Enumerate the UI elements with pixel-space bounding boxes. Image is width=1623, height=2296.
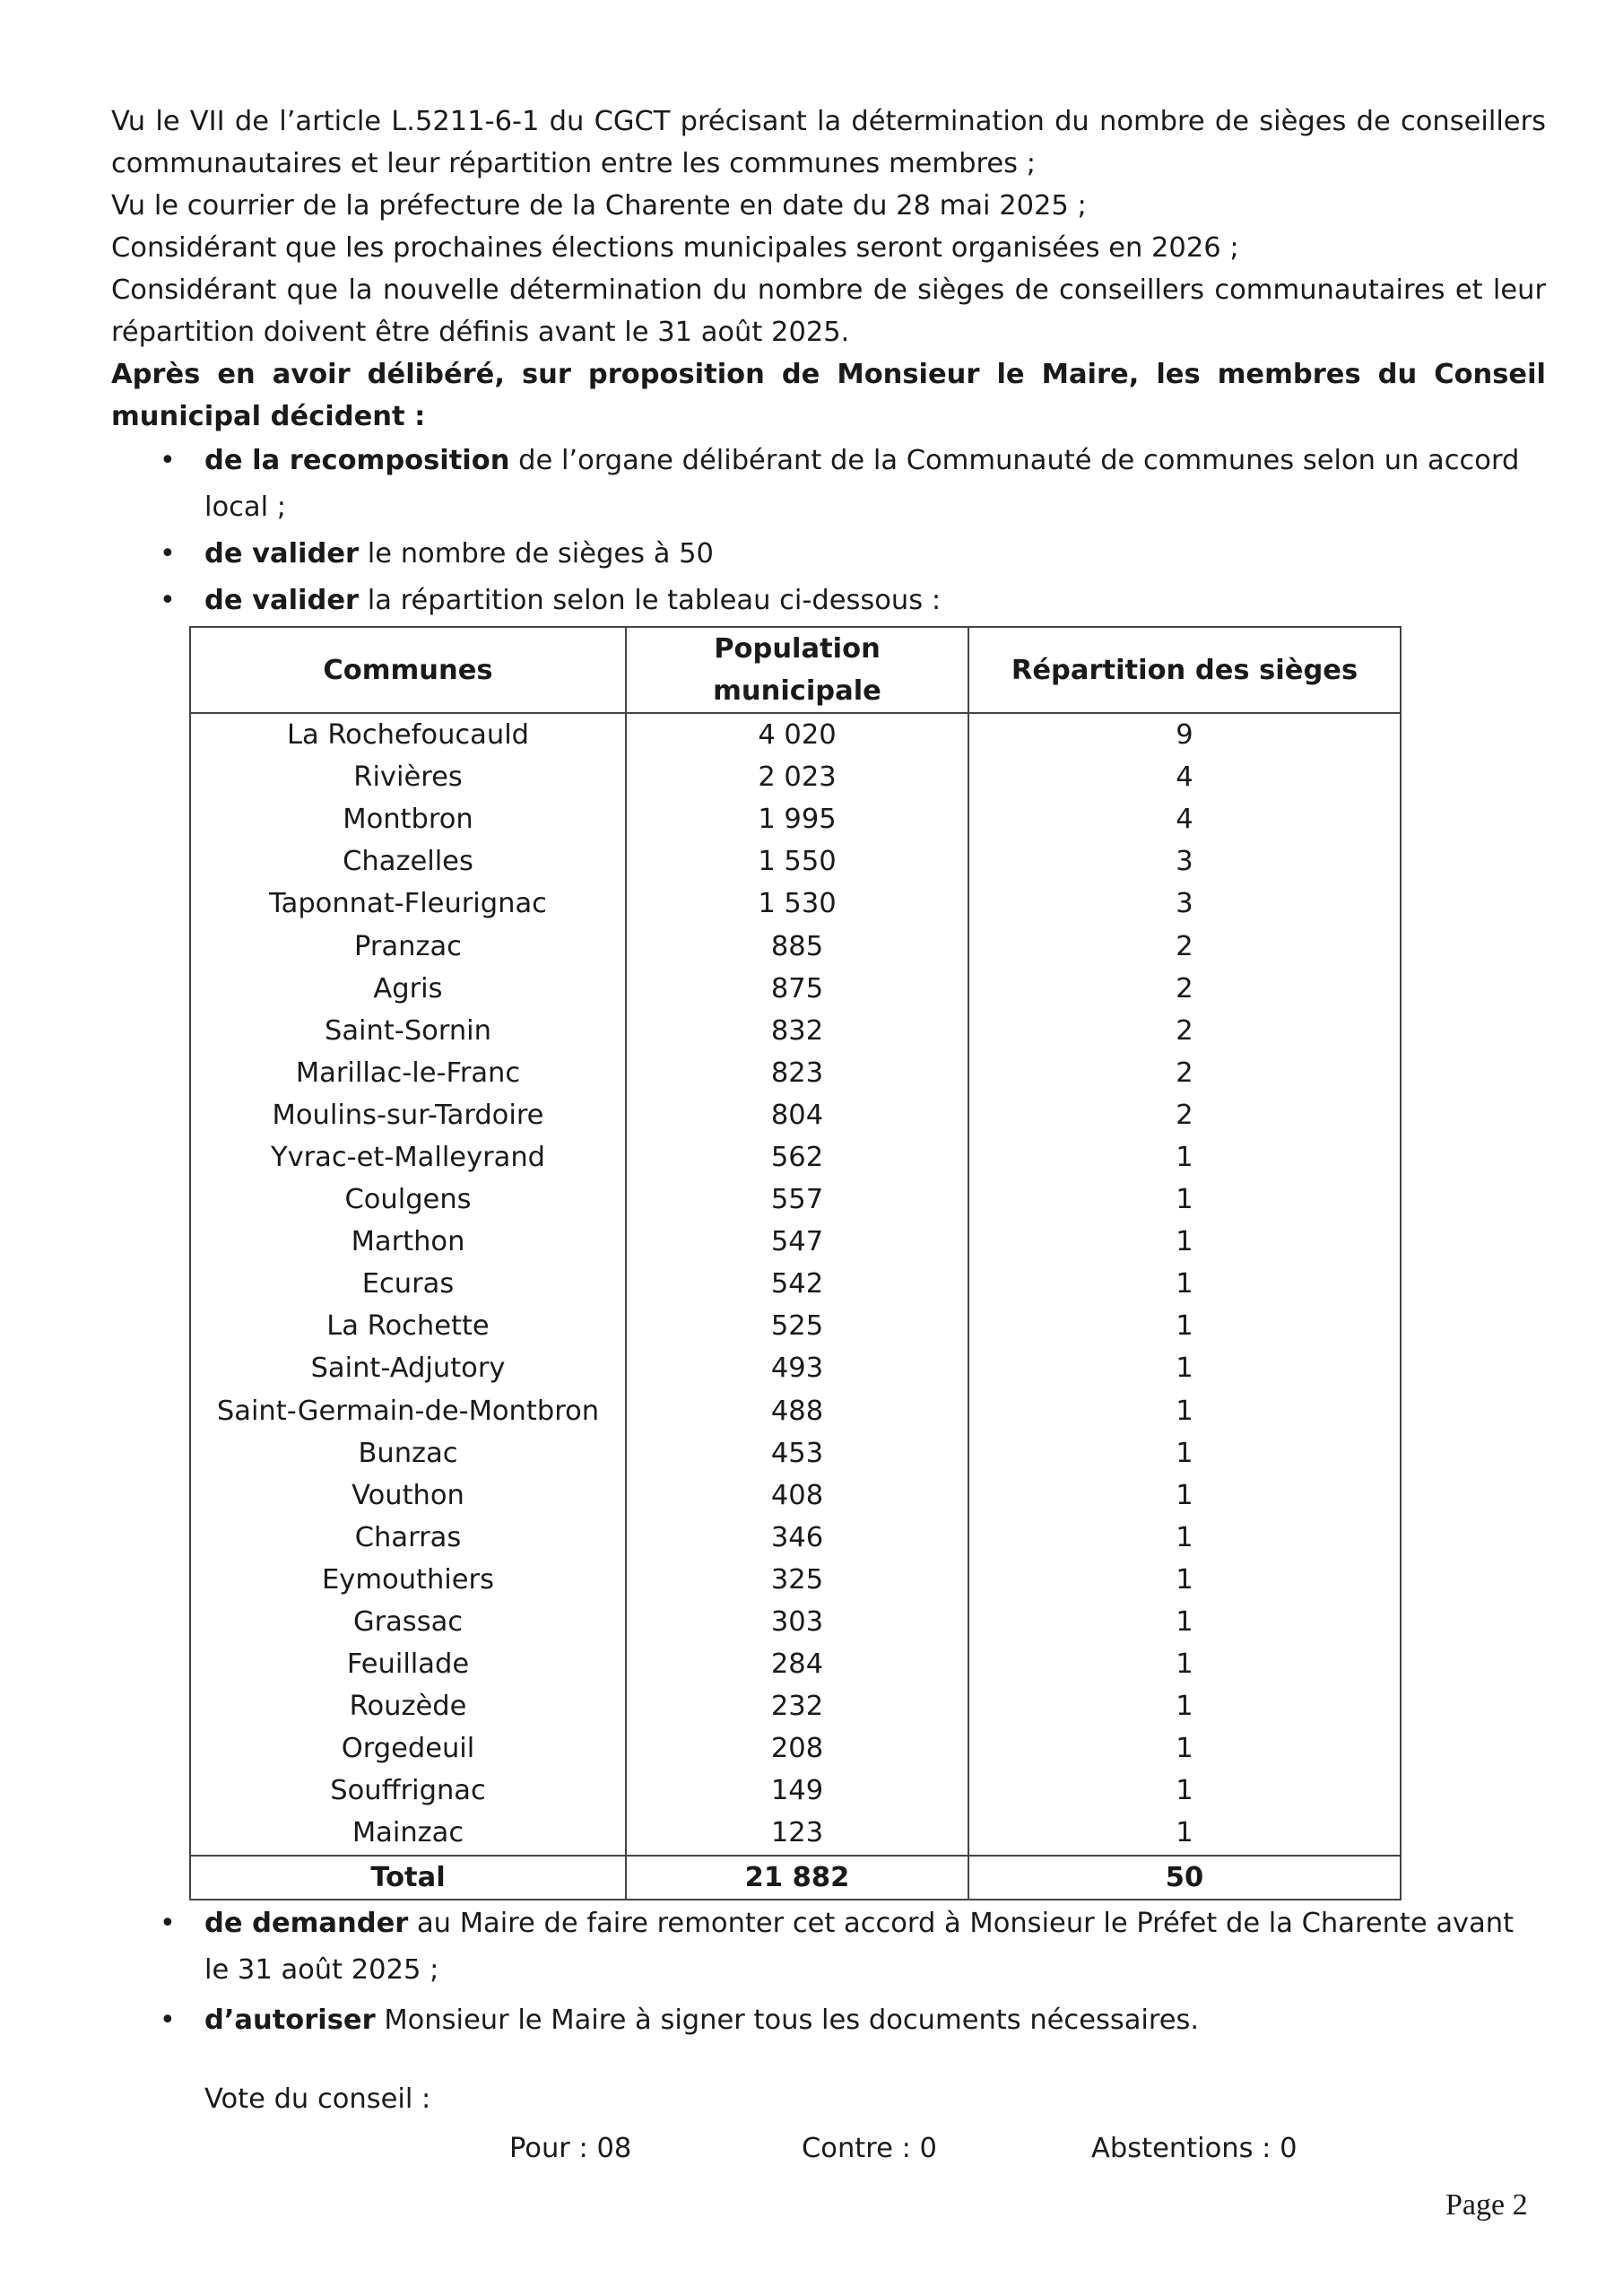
bullet-icon: • [160, 1907, 176, 1939]
commune-name: Montbron [190, 798, 626, 840]
seats-value: 2 [968, 968, 1401, 1010]
table-header-row [190, 627, 1401, 713]
commune-name: La Rochette [190, 1305, 626, 1347]
seats-value: 1 [968, 1432, 1401, 1474]
commune-name: Chazelles [190, 840, 626, 883]
table-row [190, 713, 1401, 756]
seats-value: 1 [968, 1559, 1401, 1601]
list-item [111, 531, 1546, 578]
commune-name: Saint-Adjutory [190, 1347, 626, 1389]
table-row [190, 1052, 1401, 1094]
column-header: Communes [190, 627, 626, 713]
seats-value: 1 [968, 1812, 1401, 1855]
population-value: 408 [626, 1474, 968, 1517]
decision-list-continued [111, 1900, 1546, 2044]
bullet-icon: • [160, 585, 176, 616]
commune-name: Pranzac [190, 925, 626, 967]
list-item-lead: de demander [204, 1907, 409, 1939]
list-item-lead: d’autoriser [204, 2004, 376, 2036]
vote-results [111, 2127, 1546, 2170]
commune-name: Rivières [190, 756, 626, 798]
seats-value: 1 [968, 1643, 1401, 1685]
commune-name: La Rochefoucauld [190, 713, 626, 756]
bullet-icon: • [160, 2004, 176, 2036]
seats-value: 1 [968, 1601, 1401, 1643]
seats-value: 4 [968, 798, 1401, 840]
list-item-lead: de valider [204, 585, 360, 616]
total-population: 21 882 [626, 1856, 968, 1900]
commune-name: Charras [190, 1517, 626, 1559]
seats-value: 1 [968, 1263, 1401, 1305]
commune-name: Moulins-sur-Tardoire [190, 1094, 626, 1136]
seats-value: 1 [968, 1305, 1401, 1347]
table-row [190, 1643, 1401, 1685]
commune-name: Feuillade [190, 1643, 626, 1685]
table-body [190, 713, 1401, 1856]
decision-statement: Après en avoir délibéré, sur proposition de Monsieur le Maire, les membres du Conseil municipal décident : [111, 359, 1546, 432]
table-row [190, 1517, 1401, 1559]
table-row [190, 1432, 1401, 1474]
seats-value: 2 [968, 1052, 1401, 1094]
seats-value: 3 [968, 840, 1401, 883]
list-item-text: Monsieur le Maire à signer tous les documents nécessaires. [375, 2004, 1200, 2036]
vote-abstentions: Abstentions : 0 [1091, 2132, 1298, 2164]
table-row [190, 1390, 1401, 1432]
table-total-row [190, 1856, 1401, 1900]
population-value: 823 [626, 1052, 968, 1094]
commune-name: Bunzac [190, 1432, 626, 1474]
population-value: 547 [626, 1221, 968, 1263]
seats-value: 1 [968, 1178, 1401, 1221]
seats-value: 4 [968, 756, 1401, 798]
vote-for: Pour : 08 [509, 2132, 632, 2164]
table-row [190, 1178, 1401, 1221]
seats-value: 2 [968, 1010, 1401, 1052]
table-row [190, 1010, 1401, 1052]
table-row [190, 1263, 1401, 1305]
seats-value: 1 [968, 1136, 1401, 1178]
list-item-text: le nombre de sièges à 50 [359, 538, 714, 570]
table-row [190, 1221, 1401, 1263]
population-value: 303 [626, 1601, 968, 1643]
commune-name: Saint-Sornin [190, 1010, 626, 1052]
commune-name: Rouzède [190, 1685, 626, 1727]
list-item-text: de l’organe délibérant de la Communauté de communes selon un accord local ; [204, 445, 1520, 523]
list-item-lead: de la recomposition [204, 445, 510, 476]
table-row [190, 1347, 1401, 1389]
population-value: 1 995 [626, 798, 968, 840]
population-value: 284 [626, 1643, 968, 1685]
list-item [111, 1997, 1546, 2044]
table-row [190, 925, 1401, 967]
seats-value: 3 [968, 883, 1401, 925]
commune-name: Eymouthiers [190, 1559, 626, 1601]
seats-value: 1 [968, 1390, 1401, 1432]
population-value: 804 [626, 1094, 968, 1136]
commune-name: Vouthon [190, 1474, 626, 1517]
list-item-lead: de valider [204, 538, 360, 570]
list-item [111, 438, 1546, 531]
decision-list [111, 438, 1546, 624]
total-label: Total [190, 1856, 626, 1900]
column-header: Population municipale [626, 627, 968, 713]
table-row [190, 1601, 1401, 1643]
table-row [190, 1770, 1401, 1812]
table-row [190, 1305, 1401, 1347]
list-item-text: au Maire de faire remonter cet accord à Monsieur le Préfet de la Charente avant le 31 août 2025 ; [204, 1907, 1515, 1986]
column-header: Répartition des sièges [968, 627, 1401, 713]
population-value: 1 530 [626, 883, 968, 925]
seats-value: 1 [968, 1347, 1401, 1389]
seats-value: 1 [968, 1727, 1401, 1770]
seats-value: 1 [968, 1474, 1401, 1517]
population-value: 525 [626, 1305, 968, 1347]
population-value: 232 [626, 1685, 968, 1727]
population-value: 2 023 [626, 756, 968, 798]
seats-value: 1 [968, 1221, 1401, 1263]
table-row [190, 1685, 1401, 1727]
intro-line: Vu le courrier de la préfecture de la Charente en date du 28 mai 2025 ; [111, 190, 1087, 222]
population-value: 208 [626, 1727, 968, 1770]
commune-name: Agris [190, 968, 626, 1010]
commune-name: Saint-Germain-de-Montbron [190, 1390, 626, 1432]
commune-name: Orgedeuil [190, 1727, 626, 1770]
table-row [190, 798, 1401, 840]
seats-value: 1 [968, 1517, 1401, 1559]
population-value: 1 550 [626, 840, 968, 883]
bullet-icon: • [160, 538, 176, 570]
population-value: 885 [626, 925, 968, 967]
seats-value: 2 [968, 1094, 1401, 1136]
population-value: 562 [626, 1136, 968, 1178]
list-item [111, 578, 1546, 624]
table-row [190, 1094, 1401, 1136]
list-item-text: la répartition selon le tableau ci-dessous : [359, 585, 942, 616]
intro-line: Considérant que les prochaines élections municipales seront organisées en 2026 ; [111, 232, 1239, 264]
intro-line: Considérant que la nouvelle détermination du nombre de sièges de conseillers communautaires et leur répartition doivent être définis avant le 31 août 2025. [111, 274, 1546, 348]
table-row [190, 883, 1401, 925]
population-value: 557 [626, 1178, 968, 1221]
commune-name: Taponnat-Fleurignac [190, 883, 626, 925]
commune-name: Mainzac [190, 1812, 626, 1855]
table-row [190, 1727, 1401, 1770]
bullet-icon: • [160, 445, 176, 476]
seats-table [189, 626, 1402, 1900]
seats-value: 9 [968, 713, 1401, 756]
commune-name: Marthon [190, 1221, 626, 1263]
population-value: 542 [626, 1263, 968, 1305]
seats-value: 1 [968, 1770, 1401, 1812]
population-value: 346 [626, 1517, 968, 1559]
vote-label: Vote du conseil : [204, 2083, 431, 2115]
page-number: Page 2 [1445, 2188, 1528, 2222]
population-value: 4 020 [626, 713, 968, 756]
population-value: 488 [626, 1390, 968, 1432]
list-item [111, 1900, 1546, 1994]
population-value: 832 [626, 1010, 968, 1052]
commune-name: Yvrac-et-Malleyrand [190, 1136, 626, 1178]
commune-name: Ecuras [190, 1263, 626, 1305]
commune-name: Souffrignac [190, 1770, 626, 1812]
population-value: 453 [626, 1432, 968, 1474]
table-row [190, 1474, 1401, 1517]
table-row [190, 1136, 1401, 1178]
total-seats: 50 [968, 1856, 1401, 1900]
table-row [190, 756, 1401, 798]
commune-name: Coulgens [190, 1178, 626, 1221]
table-row [190, 840, 1401, 883]
population-value: 149 [626, 1770, 968, 1812]
population-value: 325 [626, 1559, 968, 1601]
population-value: 875 [626, 968, 968, 1010]
vote-against: Contre : 0 [802, 2132, 937, 2164]
seats-value: 1 [968, 1685, 1401, 1727]
intro-line: Vu le VII de l’article L.5211-6-1 du CGCT précisant la détermination du nombre de sièges de conseillers communautaires et leur répartition entre les communes membres ; [111, 106, 1546, 179]
table-row [190, 968, 1401, 1010]
population-value: 123 [626, 1812, 968, 1855]
table-row [190, 1559, 1401, 1601]
commune-name: Grassac [190, 1601, 626, 1643]
seats-value: 2 [968, 925, 1401, 967]
document-page [111, 100, 1546, 2170]
population-value: 493 [626, 1347, 968, 1389]
table-row [190, 1812, 1401, 1855]
commune-name: Marillac-le-Franc [190, 1052, 626, 1094]
